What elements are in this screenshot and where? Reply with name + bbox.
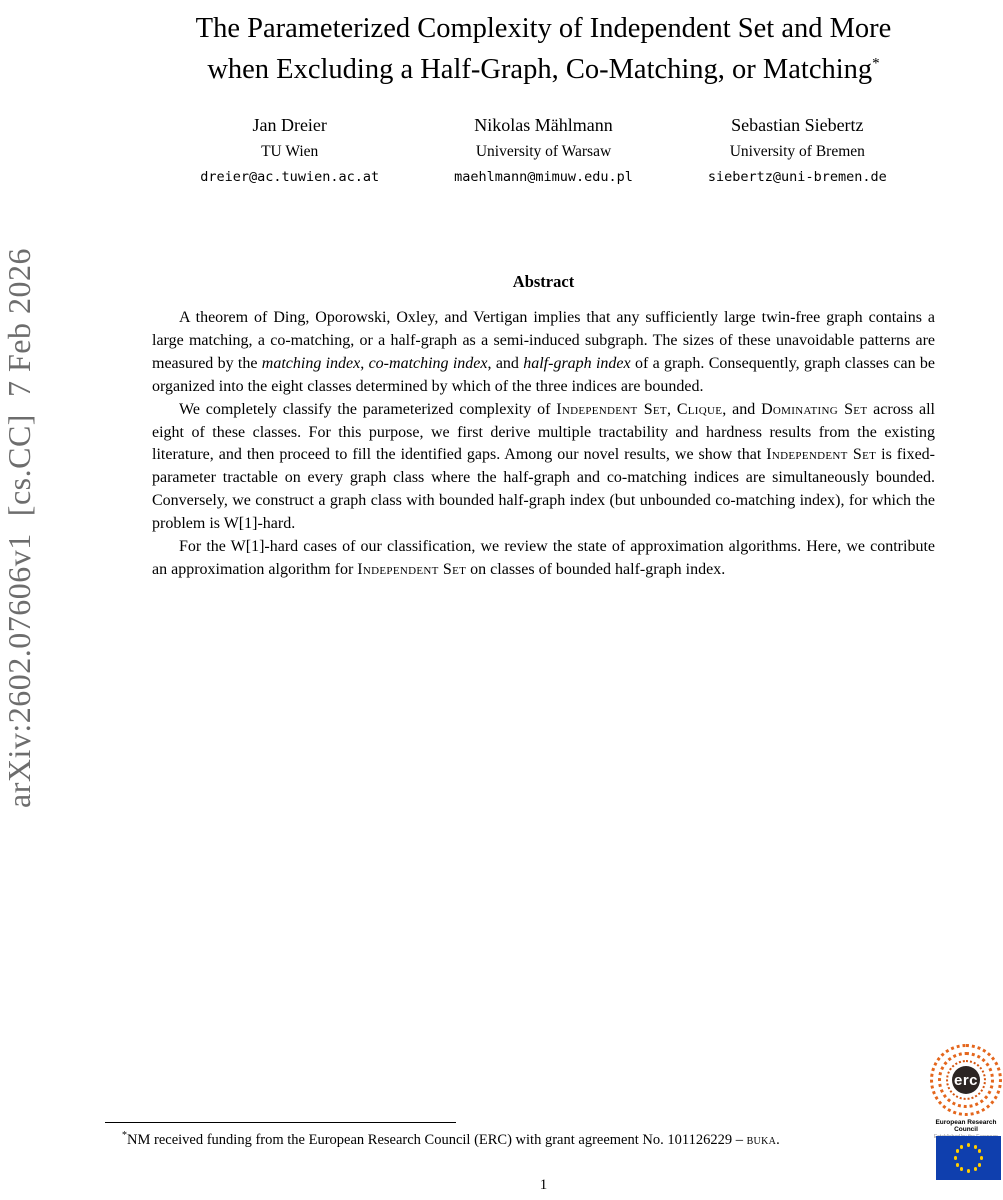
page-number: 1 (539, 1177, 548, 1193)
erc-logo (928, 1044, 1003, 1146)
author-column-3 (708, 112, 887, 188)
erc-wordmark (952, 1066, 980, 1094)
abstract-paragraph-2: We completely classify the parameterized complexity of Independent Set, Clique, and Dominating Set across all eight of these classes. For this purpose, we first derive multiple tractability and hardness results from the existing literature, and then proceed to fill the identified gaps. Among our novel results, we show that Independent Set is fixed-parameter tractable on every graph class where the half-graph and co-matching indices are simultaneously bounded. Conversely, we construct a graph class with bounded half-graph index (but unbounded co-matching index), for which the problem is W[1]-hard. (152, 400, 936, 533)
abstract-heading: Abstract (512, 272, 575, 291)
author-name: Nikolas Mählmann (474, 115, 613, 135)
footnote-rule (105, 1122, 456, 1123)
authors-row (105, 112, 982, 188)
erc-caption: European Research Council (935, 1119, 997, 1133)
author-email: dreier@ac.tuwien.ac.at (200, 169, 380, 185)
erc-sunburst-icon (930, 1044, 1002, 1116)
author-column-2 (454, 112, 633, 188)
title-line-2 (105, 49, 982, 90)
footnote-marker: * (122, 1130, 127, 1142)
abstract-paragraph-3: For the W[1]-hard cases of our classification, we review the state of approximation algorithms. Here, we contribute an approximation algorithm for Independent Set on classes of bounded half-graph index. (152, 538, 935, 578)
author-affiliation: TU Wien (261, 143, 319, 160)
footnote-body: NM received funding from the European Research Council (ERC) with grant agreement No. 101126229 – buka. (127, 1132, 780, 1148)
erc-wordmark-text: erc (953, 1071, 979, 1089)
title-footnote-marker: * (872, 55, 880, 72)
title-line-1: The Parameterized Complexity of Independent Set and More (195, 13, 892, 44)
author-column-1 (200, 112, 379, 188)
author-name: Sebastian Siebertz (731, 115, 864, 135)
footnote-text (105, 1130, 917, 1151)
title-line-2-text: when Excluding a Half-Graph, Co-Matching, or Matching (207, 54, 873, 85)
author-name: Jan Dreier (252, 115, 327, 135)
paper-content (105, 0, 982, 582)
abstract-paragraph-1: A theorem of Ding, Oporowski, Oxley, and Vertigan implies that any sufficiently large twin-free graph contains a large matching, a co-matching, or a half-graph as a semi-induced subgraph. The sizes of these unavoidable patterns are measured by the matching index, co-matching index, and half-graph index of a graph. Consequently, graph classes can be organized into the eight classes determined by which of the three indices are bounded. (152, 309, 936, 395)
eu-stars-icon (967, 1156, 970, 1159)
author-affiliation: University of Warsaw (475, 143, 612, 160)
abstract-section (152, 272, 935, 582)
arxiv-watermark: arXiv:2602.07606v1 [cs.CC] 7 Feb 2026 (1, 248, 37, 808)
author-email: siebertz@uni-bremen.de (707, 169, 887, 185)
eu-flag-icon (936, 1136, 1001, 1180)
paper-title (105, 8, 982, 90)
author-email: maehlmann@mimuw.edu.pl (454, 169, 633, 185)
author-affiliation: University of Bremen (729, 143, 865, 160)
